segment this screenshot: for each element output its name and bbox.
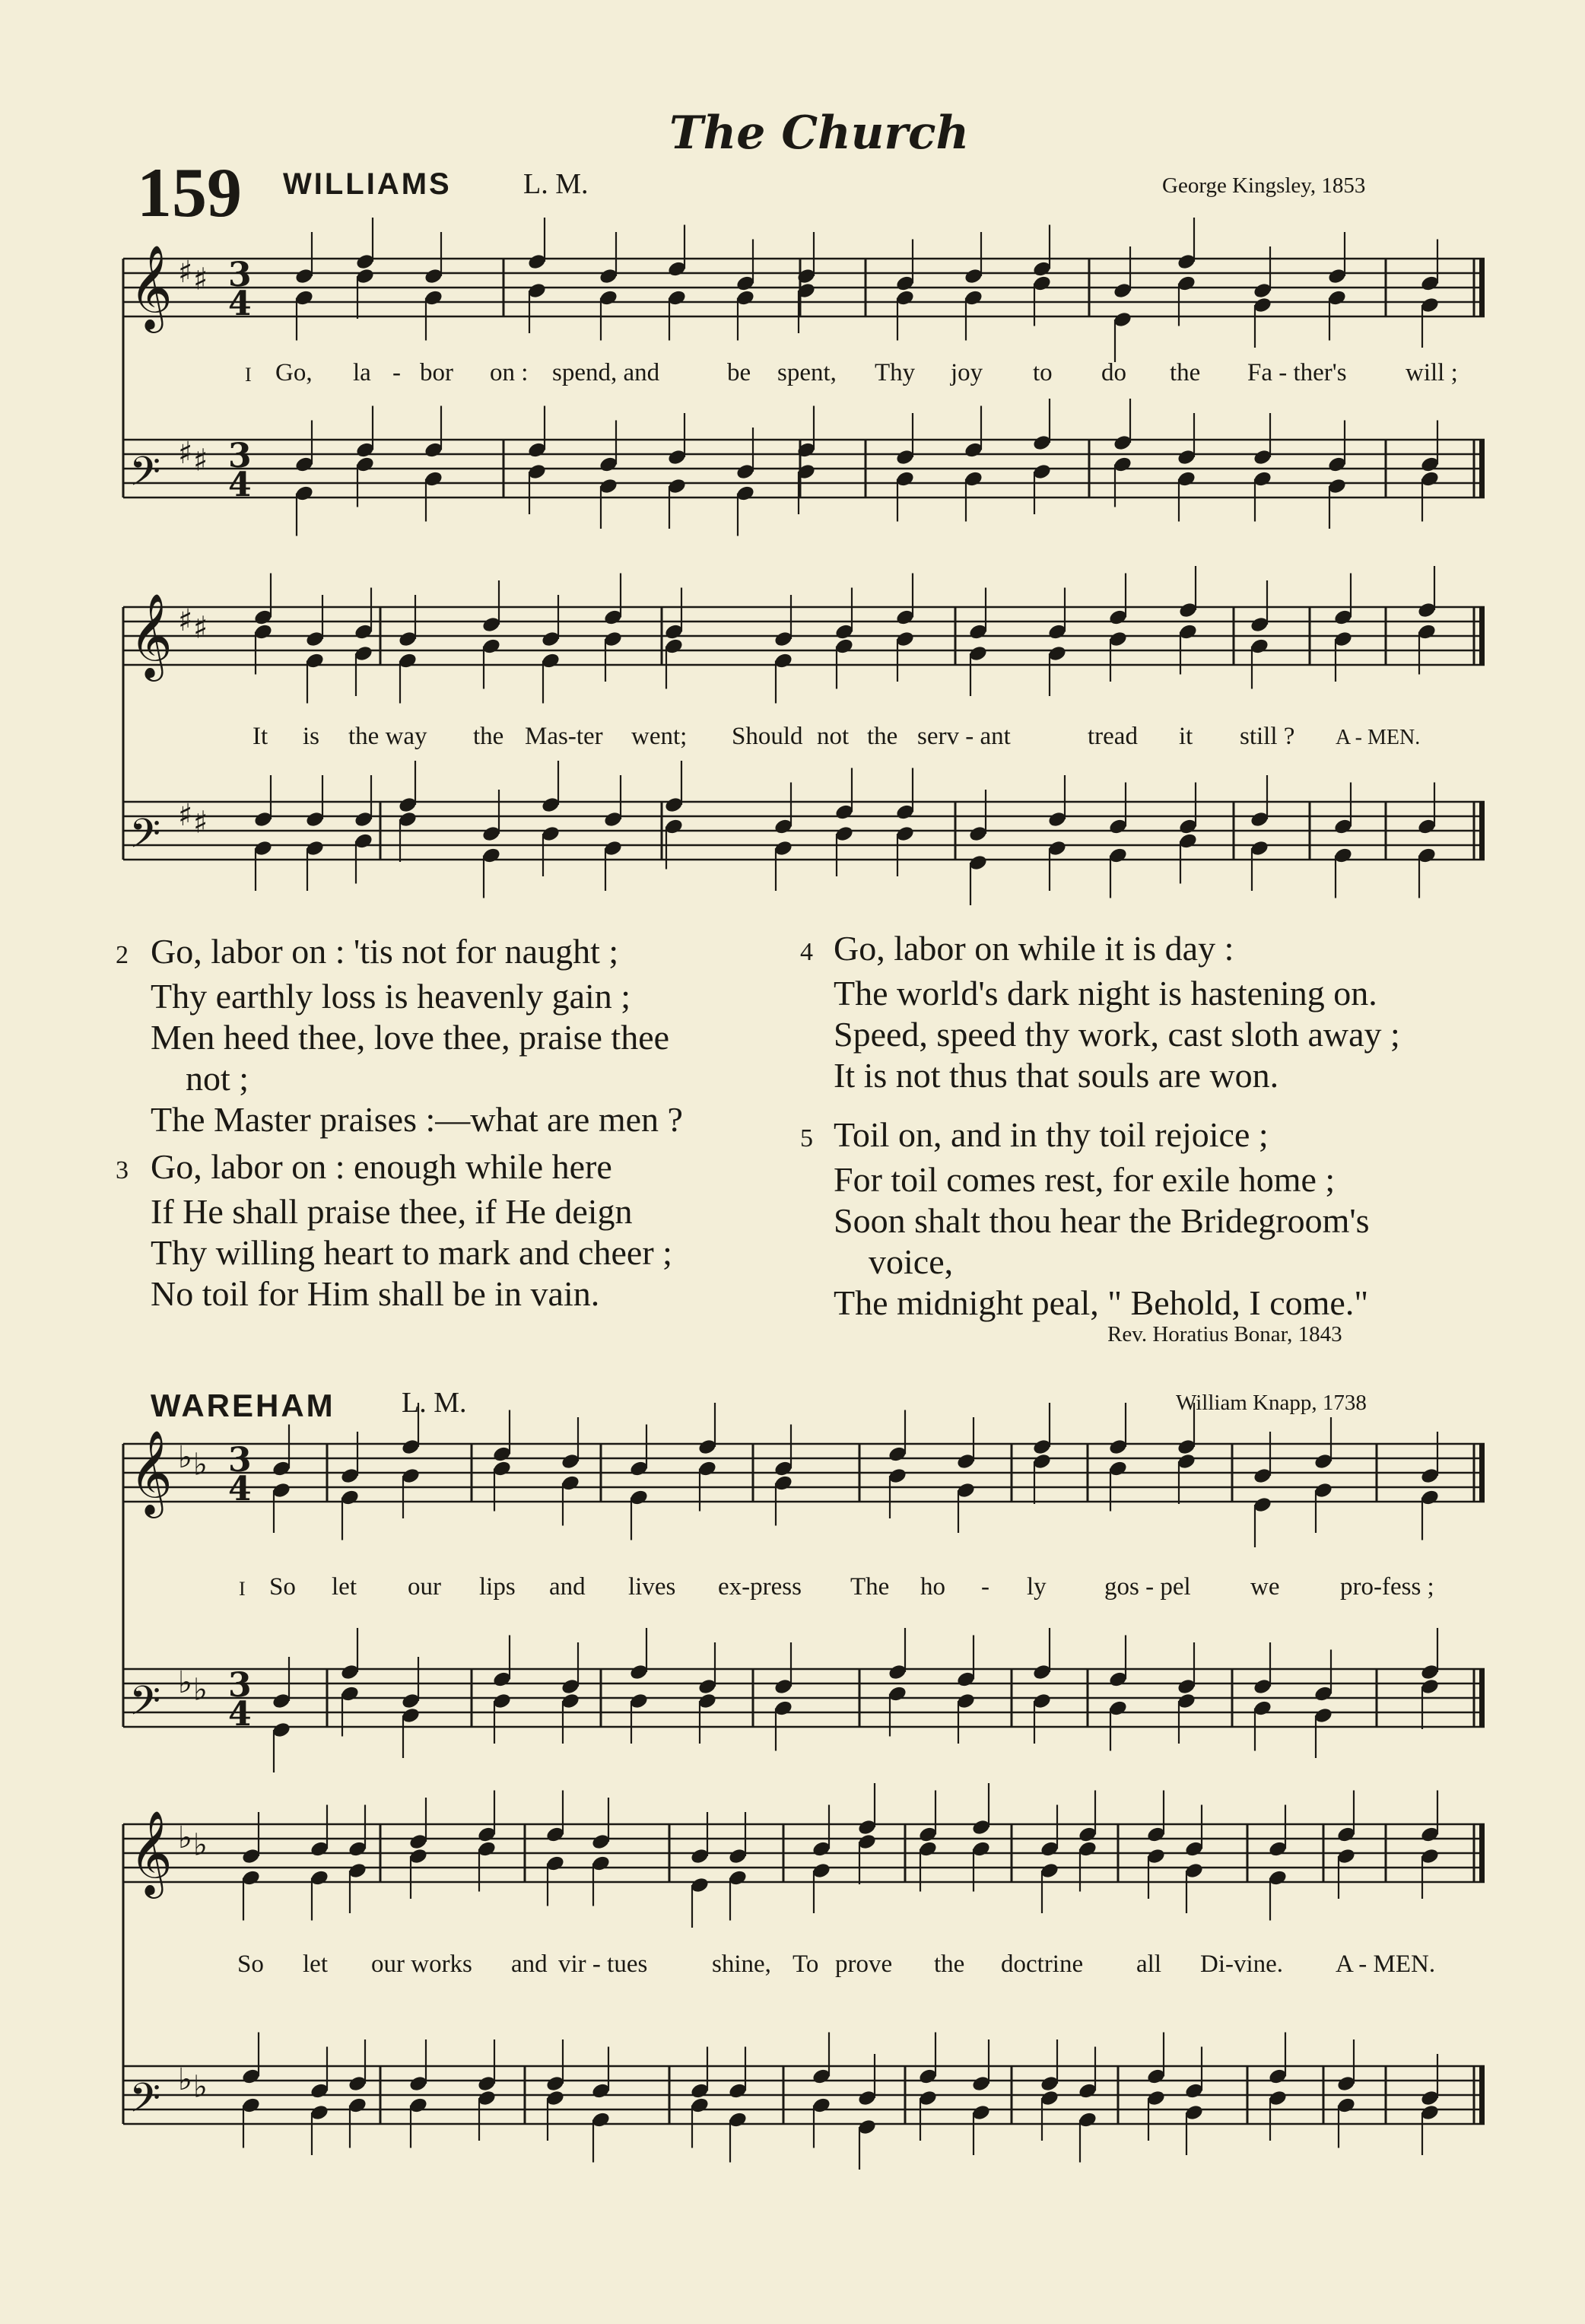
lyric-syllable: - [392,359,401,386]
lyric-syllable: pro-fess ; [1340,1573,1434,1601]
lyric-syllable: Mas-ter [525,723,603,750]
verse-line: Go, labor on while it is day : [834,929,1234,968]
lyric-syllable: let [332,1573,357,1601]
lyric-syllable: on : [490,359,529,386]
lyric-syllable: lives [628,1573,676,1601]
lyric-syllable: let [303,1950,328,1978]
lyric-syllable: Fa - ther's [1247,359,1347,386]
r1-treble-accidental: ♭ [193,1447,208,1483]
w2-treble-final-barline [1479,607,1485,665]
verses-right-column [800,928,1561,1324]
verse-line: If He shall praise thee, if He deign [151,1192,633,1231]
lyric-syllable: So [269,1573,296,1601]
w1-bass-time-denominator: 4 [228,466,252,504]
w1-bass-accidental: ♯ [193,443,208,478]
lyric-syllable: our works [371,1950,472,1978]
lyric-syllable: prove [835,1950,893,1978]
w1-bass-time-numerator: 3 [228,437,252,475]
lyric-syllable: joy [951,359,983,386]
lyric-syllable: do [1101,359,1126,386]
lyric-syllable: is [303,723,320,750]
lyric-syllable: and [549,1573,586,1601]
lyric-syllable: still ? [1240,723,1295,750]
w1-treble-time-denominator: 4 [228,285,252,323]
lyric-syllable: the [934,1950,965,1978]
lyric-syllable: bor [420,359,453,386]
r2-treble-accidental: ♭ [193,1827,208,1863]
lyric-syllable: we [1250,1573,1280,1601]
verse-line: The midnight peal, " Behold, I come." [834,1283,1369,1322]
lyric-syllable: Go, [275,359,313,386]
w1-bass-clef: 𝄢 [129,449,161,505]
verses-left-column [116,931,800,1315]
composer-wareham: William Knapp, 1738 [1176,1391,1367,1415]
lyric-syllable: - [981,1573,989,1601]
lyric-syllable: the [867,723,898,750]
lyric-syllable: went; [631,723,688,750]
w2-treble-accidental: ♯ [193,610,208,646]
lyric-syllable: tread [1088,723,1138,750]
tune-name-wareham: WAREHAM [151,1388,335,1423]
lyric-syllable: our [408,1573,441,1601]
r1-bass-final-barline [1479,1669,1485,1727]
williams-lyrics-line2 [0,723,1585,753]
lyric-syllable: the [473,723,504,750]
verse-line: Go, labor on : 'tis not for naught ; [151,932,619,971]
verse-line: The world's dark night is hastening on. [834,974,1377,1013]
lyric-syllable: The [850,1573,890,1601]
lyric-syllable: vir - tues [558,1950,648,1978]
verse-3 [116,1146,800,1315]
lyric-syllable: So [237,1950,264,1978]
r2-treble-clef: 𝄞 [129,1810,173,1895]
r2-bass-accidental: ♭ [193,2069,208,2105]
hymn-number: 159 [137,154,242,231]
lyric-syllable: I [245,364,252,386]
lyric-syllable: will ; [1406,359,1458,386]
verse-line: Go, labor on : enough while here [151,1147,612,1186]
r1-bass-clef: 𝄢 [129,1678,161,1734]
r1-treble-time-denominator: 4 [228,1470,252,1509]
r1-bass-accidental: ♭ [178,1665,192,1700]
r1-bass-accidental: ♭ [193,1672,208,1708]
w2-treble-accidental: ♯ [178,603,193,638]
lyric-syllable: and [511,1950,548,1978]
verse-line: Soon shalt thou hear the Bridegroom's [834,1201,1370,1240]
lyric-syllable: shine, [712,1950,771,1978]
meter-williams: L. M. [523,168,589,200]
verse-4 [800,928,1561,1096]
verse-number: 3 [116,1156,129,1184]
r1-treble-clef: 𝄞 [129,1429,173,1515]
verse-line: The Master praises :—what are men ? [151,1100,683,1139]
verse-number: 4 [800,938,813,966]
lyric-syllable: ex-press [718,1573,802,1601]
lyric-syllable: lips [479,1573,516,1601]
r2-treble-final-barline [1479,1824,1485,1882]
lyric-syllable: la [353,359,371,386]
williams-lyrics-line1 [0,359,1585,389]
r1-treble-time-numerator: 3 [228,1441,252,1480]
w2-bass-clef: 𝄢 [129,811,161,867]
page-title: The Church [669,107,970,160]
verse-number: 5 [800,1124,813,1152]
w1-bass-accidental: ♯ [178,436,193,471]
wareham-lyrics-line1 [0,1573,1585,1604]
meter-wareham: L. M. [402,1387,467,1419]
w2-bass-accidental: ♯ [178,798,193,833]
verse-2 [116,931,800,1140]
lyric-syllable: it [1179,723,1193,750]
verse-line: Men heed thee, love thee, praise thee [151,1018,670,1057]
lyric-syllable: To [792,1950,819,1978]
r1-treble-accidental: ♭ [178,1440,192,1475]
lyric-syllable: A - MEN. [1336,1950,1436,1978]
r2-treble-accidental: ♭ [178,1820,192,1855]
wareham-lyrics-line2 [0,1950,1585,1981]
lyric-syllable: gos - pel [1104,1573,1191,1601]
verse-line: For toil comes rest, for exile home ; [834,1160,1336,1199]
lyric-syllable: to [1033,359,1053,386]
r2-bass-clef: 𝄢 [129,2075,161,2132]
lyric-syllable: ly [1027,1573,1047,1601]
lyric-syllable: It [253,723,268,750]
w2-bass-final-barline [1479,802,1485,860]
verse-number: 2 [116,941,129,969]
w1-treble-clef: 𝄞 [129,244,173,329]
lyric-syllable: all [1136,1950,1161,1978]
r2-bass-final-barline [1479,2066,1485,2124]
r1-treble-final-barline [1479,1444,1485,1502]
lyric-syllable: spent, [777,359,837,386]
verse-line: Toil on, and in thy toil rejoice ; [834,1115,1269,1154]
lyric-syllable: be [727,359,751,386]
w1-treble-accidental: ♯ [193,262,208,297]
verse-line: It is not thus that souls are won. [834,1056,1279,1095]
w1-treble-time-numerator: 3 [228,256,252,294]
lyric-syllable: not [817,723,850,750]
verse-line: Thy willing heart to mark and cheer ; [151,1233,672,1272]
lyric-syllable: the [1170,359,1201,386]
lyric-syllable: Should [732,723,803,750]
verse-line: voice, [869,1242,954,1281]
lyric-syllable: the way [348,723,427,750]
lyric-syllable: serv - ant [917,723,1011,750]
tune-name-williams: WILLIAMS [283,167,452,201]
w1-bass-final-barline [1479,440,1485,498]
r2-bass-accidental: ♭ [178,2062,192,2097]
verse-line: not ; [186,1059,249,1098]
r1-bass-time-numerator: 3 [228,1666,252,1705]
verse-line: Thy earthly loss is heavenly gain ; [151,977,631,1016]
w2-treble-clef: 𝄞 [129,593,173,678]
w2-bass-accidental: ♯ [193,805,208,841]
w1-treble-final-barline [1479,259,1485,316]
lyric-syllable: spend, and [552,359,660,386]
verse-5 [800,1114,1561,1324]
composer-williams: George Kingsley, 1853 [1162,173,1366,198]
w1-treble-accidental: ♯ [178,255,193,290]
verse-line: No toil for Him shall be in vain. [151,1274,600,1313]
lyric-syllable: I [239,1578,246,1600]
r1-bass-time-denominator: 4 [228,1695,252,1734]
lyricist-credit: Rev. Horatius Bonar, 1843 [1107,1322,1342,1346]
lyric-syllable: Thy [875,359,916,386]
lyric-syllable: Di-vine. [1200,1950,1284,1978]
verse-line: Speed, speed thy work, cast sloth away ; [834,1015,1400,1054]
lyric-syllable: A - MEN. [1336,726,1421,749]
lyric-syllable: ho [920,1573,945,1601]
lyric-syllable: doctrine [1001,1950,1084,1978]
